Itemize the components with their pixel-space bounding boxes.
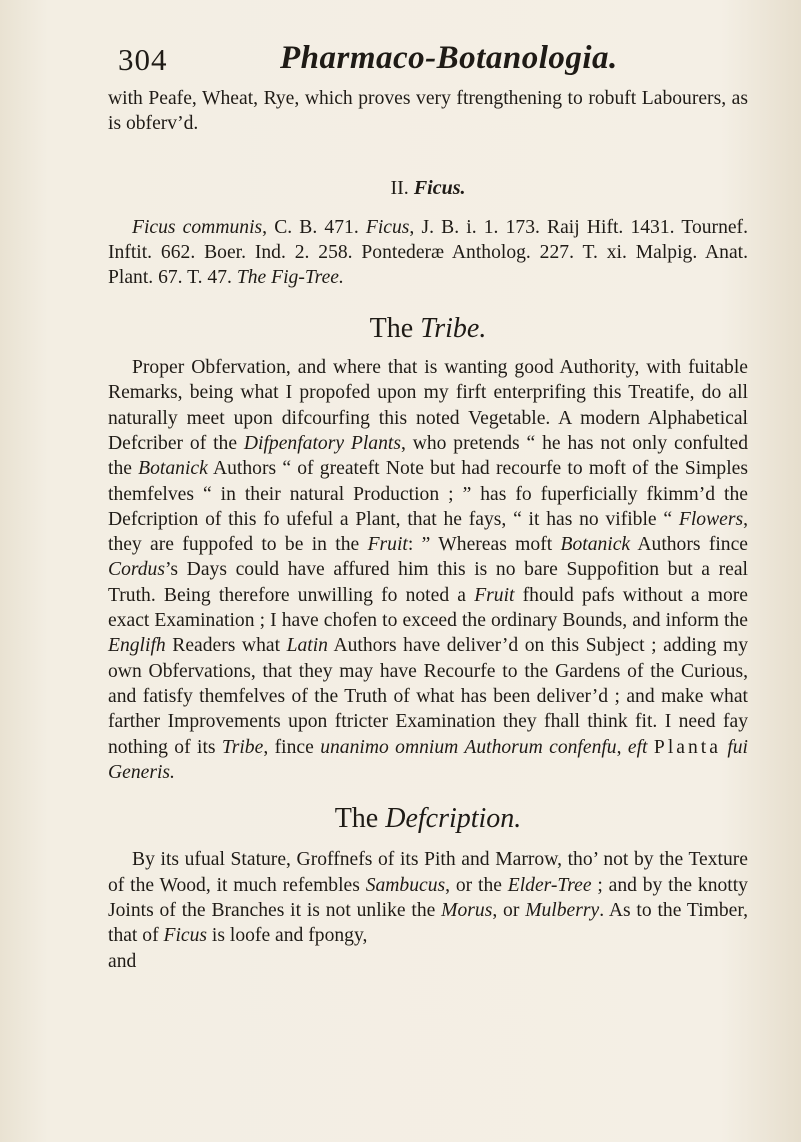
italic-run: Cordus (108, 559, 165, 581)
tribe-heading (108, 312, 748, 344)
italic-run: unanimo omnium Authorum confenfu (320, 736, 617, 758)
section-numeral: II. (390, 176, 409, 199)
italic-run: fui Generis. (108, 736, 748, 783)
description-paragraph (108, 847, 748, 948)
italic-run: Botanick (560, 534, 631, 556)
italic-run: Flowers (678, 508, 744, 530)
text-run: , who pretends “ he has not only confulted the (108, 432, 748, 480)
text-run: , (616, 736, 628, 758)
section-title: Ficus. (413, 176, 466, 199)
heading-italic: Defcription. (385, 803, 522, 835)
page-number: 304 (118, 42, 168, 77)
italic-run: Tribe (221, 736, 264, 758)
text-run: ’s Days could have affured him this is no bare Suppofition but a real Truth. Being therefore unwilling fo noted a (108, 559, 748, 606)
synonymy-references: , J. B. i. 1. 173. Raij Hift. 1431. Tournef. Inftit. 662. Boer. Ind. 2. 258. Pontederæ Antholog. 227. T. xi. Malpig. Anat. Plant. 67. T. 47. (108, 216, 748, 289)
text-run: Readers what (165, 635, 287, 657)
page-body (108, 86, 748, 974)
small-caps-run: Planta (653, 736, 721, 758)
italic-run: Fruit (474, 584, 515, 606)
italic-run: Sambucus (365, 874, 446, 896)
text-run: , or the (445, 874, 508, 896)
heading-italic: Tribe. (420, 312, 487, 344)
text-run: : ” Whereas moft (407, 534, 561, 556)
heading-word: The (369, 312, 414, 344)
text-run: fhould pafs without a more exact Examination ; I have chofen to exceed the ordinary Bounds, and inform the (108, 584, 749, 632)
catchword: and (108, 950, 137, 972)
text-run: is loofe and fpongy, (207, 925, 368, 947)
synonymy-paragraph (108, 215, 748, 291)
synonym-ficus: Ficus (365, 216, 410, 238)
italic-run: Fruit (367, 534, 408, 556)
text-run: . As to the Timber, that of (108, 900, 748, 947)
text-run: Authors “ of greateft Note but had recourfe to moft of the Simples themfelves “ in their natural Production ; ” has fo fuperficially fkimm’d the Defcription of this fo ufeful a Plant, that he fays, “ it has no vifible “ (108, 458, 748, 530)
text-run: By its ufual Stature, Groffnefs of its Pith and Marrow, tho’ not by the Texture of the Wood, it much refembles (108, 849, 748, 896)
text-run: Authors fince (630, 534, 748, 556)
italic-run: Morus (441, 900, 493, 922)
italic-run: Difpenfatory Plants (243, 432, 401, 454)
italic-run: Elder-Tree (507, 874, 592, 896)
running-title: Pharmaco-Botanologia. (280, 40, 618, 76)
heading-word: The (334, 803, 379, 835)
italic-run: Ficus (163, 925, 208, 947)
text-run: Authors have deliver’d on this Subject ; adding my own Obfervations, that they may have Recourfe to the Gardens of the Curious, and fatisfy themfelves of the Truth of what has been deliver’d ; and make what farther Improvements upon ftricter Examination they fhall think fit. I need fay nothing of its (108, 635, 749, 758)
italic-run: Englifh (108, 635, 166, 657)
italic-run: eft (627, 736, 648, 758)
text-run: Proper Obfervation, and where that is wanting good Authority, with fuitable Remarks, being what I propofed upon my firft enterprifing this Treatife, do all naturally meet upon difcourfing this noted Vegetable. A modern Alphabetical Defcriber of the (108, 357, 748, 454)
tribe-paragraph (108, 355, 748, 785)
common-name: The Fig-Tree. (236, 267, 344, 289)
text-run: , they are fuppofed to be in the (108, 508, 748, 556)
italic-run: Mulberry (525, 900, 600, 922)
text-run: , fince (263, 736, 321, 758)
italic-run: Latin (286, 635, 328, 657)
text-run: , or (492, 900, 526, 922)
text-run: ; and by the knotty Joints of the Branches it is not unlike the (108, 874, 748, 922)
synonymy-text: , C. B. 471. (262, 216, 366, 238)
description-heading (108, 803, 748, 835)
opening-paragraph: with Peafe, Wheat, Rye, which proves very ftrengthening to robuft Labourers, as is obferv’d. (108, 88, 748, 135)
italic-run: Botanick (138, 458, 208, 480)
section-heading-ficus (108, 176, 748, 201)
page-header (0, 34, 801, 84)
synonym-ficus-communis: Ficus communis (132, 216, 263, 238)
